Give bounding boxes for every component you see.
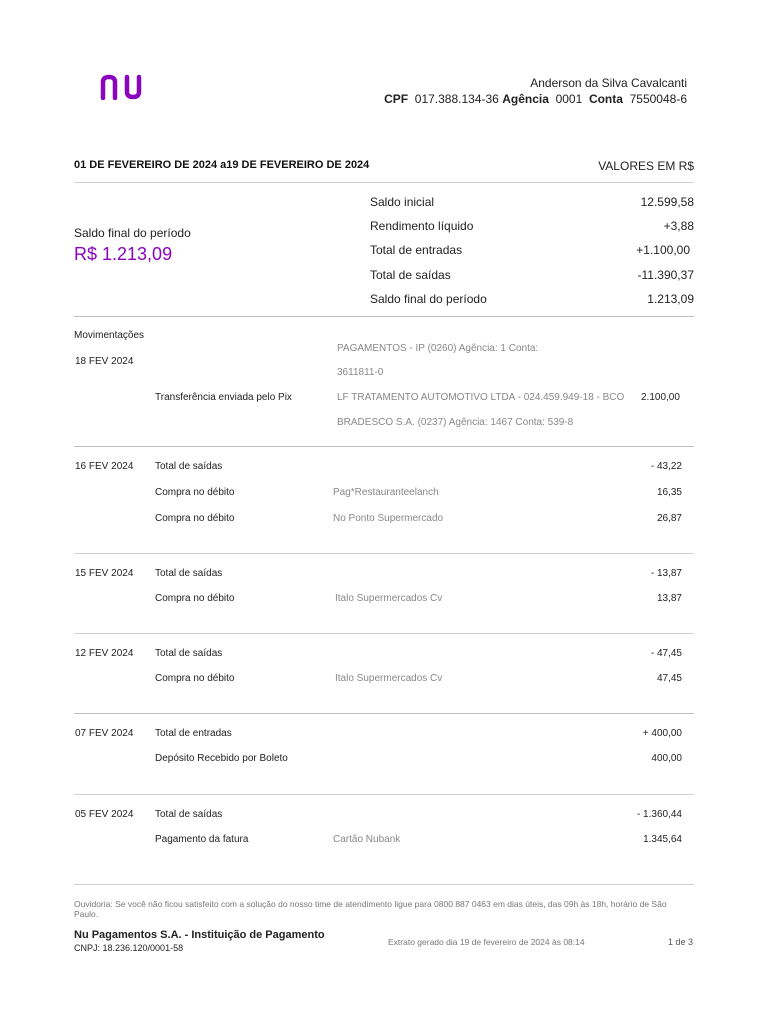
transaction-type: Compra no débito	[155, 487, 235, 498]
summary-label-saldo-inicial: Saldo inicial	[370, 195, 435, 209]
transaction-amount: 13,87	[656, 593, 682, 604]
day-total-label: Total de saídas	[155, 568, 223, 579]
divider	[74, 884, 694, 885]
transaction-amount: 400,00	[651, 753, 682, 764]
transaction-amount: 47,45	[656, 673, 682, 684]
date-12-fev: 12 FEV 2024	[75, 648, 134, 659]
date-15-fev: 15 FEV 2024	[75, 568, 134, 579]
statement-period: 01 DE FEVEREIRO DE 2024 a19 DE FEVEREIRO DE 2024	[74, 159, 370, 171]
divider	[74, 794, 694, 795]
transaction-desc: No Ponto Supermercado	[333, 513, 444, 524]
conta-label: Conta	[588, 92, 623, 106]
cpf-value: 017.388.134-36	[414, 92, 499, 106]
transaction-type: Compra no débito	[155, 593, 235, 604]
day-total-value: - 43,22	[650, 461, 682, 472]
page-number: 1 de 3	[667, 937, 693, 947]
final-balance-label: Saldo final do período	[74, 226, 191, 240]
transaction-amount: 26,87	[656, 513, 682, 524]
divider	[74, 446, 694, 447]
date-18-fev: 18 FEV 2024	[75, 356, 134, 367]
nubank-logo-icon	[100, 74, 148, 100]
day-total-label: Total de entradas	[155, 728, 232, 739]
transaction-desc: Pag*Restauranteelanch	[333, 487, 439, 498]
summary-value-rendimento: +3,88	[663, 219, 694, 233]
company-name: Nu Pagamentos S.A. - Instituição de Pagamento	[74, 929, 325, 941]
transaction-desc-line: LF TRATAMENTO AUTOMOTIVO LTDA - 024.459.949-18 - BCO	[337, 392, 625, 403]
day-total-value: - 13,87	[650, 568, 682, 579]
day-total-value: - 47,45	[650, 648, 682, 659]
conta-value: 7550048-6	[629, 92, 687, 106]
summary-label-rendimento: Rendimento líquido	[370, 219, 474, 233]
divider	[74, 713, 694, 714]
summary-label-saidas: Total de saídas	[370, 268, 451, 282]
account-identifiers	[384, 92, 687, 106]
divider	[74, 553, 694, 554]
movements-title: Movimentações	[74, 330, 145, 341]
summary-value-saldo-final: 1.213,09	[647, 292, 694, 306]
transaction-type: Compra no débito	[155, 513, 235, 524]
summary-value-entradas: +1.100,00	[636, 243, 690, 257]
agencia-value: 0001	[555, 92, 583, 106]
company-cnpj: CNPJ: 18.236.120/0001-58	[74, 943, 184, 953]
transaction-amount: 16,35	[656, 487, 682, 498]
generated-timestamp: Extrato gerado dia 19 de fevereiro de 2024 às 08:14	[388, 937, 585, 947]
date-05-fev: 05 FEV 2024	[75, 809, 134, 820]
divider	[74, 316, 694, 317]
date-07-fev: 07 FEV 2024	[75, 728, 134, 739]
transaction-type: Pagamento da fatura	[155, 834, 249, 845]
summary-label-entradas: Total de entradas	[370, 243, 463, 257]
summary-label-saldo-final: Saldo final do período	[370, 292, 487, 306]
nubank-logo	[100, 74, 148, 105]
day-total-value: - 1.360,44	[636, 809, 682, 820]
transaction-amount: 2.100,00	[641, 392, 680, 403]
divider	[74, 182, 694, 183]
divider	[74, 633, 694, 634]
summary-value-saidas: -11.390,37	[637, 268, 694, 282]
transaction-desc-line: BRADESCO S.A. (0237) Agência: 1467 Conta: 539-8	[337, 417, 574, 428]
day-total-label: Total de saídas	[155, 809, 223, 820]
transaction-desc: Italo Supermercados Cv	[335, 673, 443, 684]
summary-value-saldo-inicial: 12.599,58	[640, 195, 694, 209]
day-total-label: Total de saídas	[155, 648, 223, 659]
cpf-label: CPF	[384, 92, 409, 106]
transaction-desc: Cartão Nubank	[333, 834, 401, 845]
day-total-value: + 400,00	[642, 728, 682, 739]
transaction-desc: Italo Supermercados Cv	[335, 593, 443, 604]
transaction-amount: 1.345,64	[643, 834, 682, 845]
agencia-label: Agência	[502, 92, 549, 106]
transaction-type: Compra no débito	[155, 673, 235, 684]
transaction-desc-line: PAGAMENTOS - IP (0260) Agência: 1 Conta:	[337, 343, 539, 354]
transaction-desc-line: 3611811-0	[337, 367, 384, 378]
ouvidoria-note: Ouvidoria: Se você não ficou satisfeito com a solução do nosso time de atendimento ligue para 0800 887 0463 em dias úteis, das 09h às 18h, horário de São Paulo.	[74, 899, 667, 919]
day-total-label: Total de saídas	[155, 461, 223, 472]
date-16-fev: 16 FEV 2024	[75, 461, 134, 472]
final-balance-value: R$ 1.213,09	[74, 244, 173, 264]
transaction-type: Transferência enviada pelo Pix	[155, 392, 292, 403]
transaction-type: Depósito Recebido por Boleto	[155, 753, 288, 764]
account-holder-name: Anderson da Silva Cavalcanti	[530, 76, 687, 90]
currency-note: VALORES EM R$	[598, 159, 694, 173]
